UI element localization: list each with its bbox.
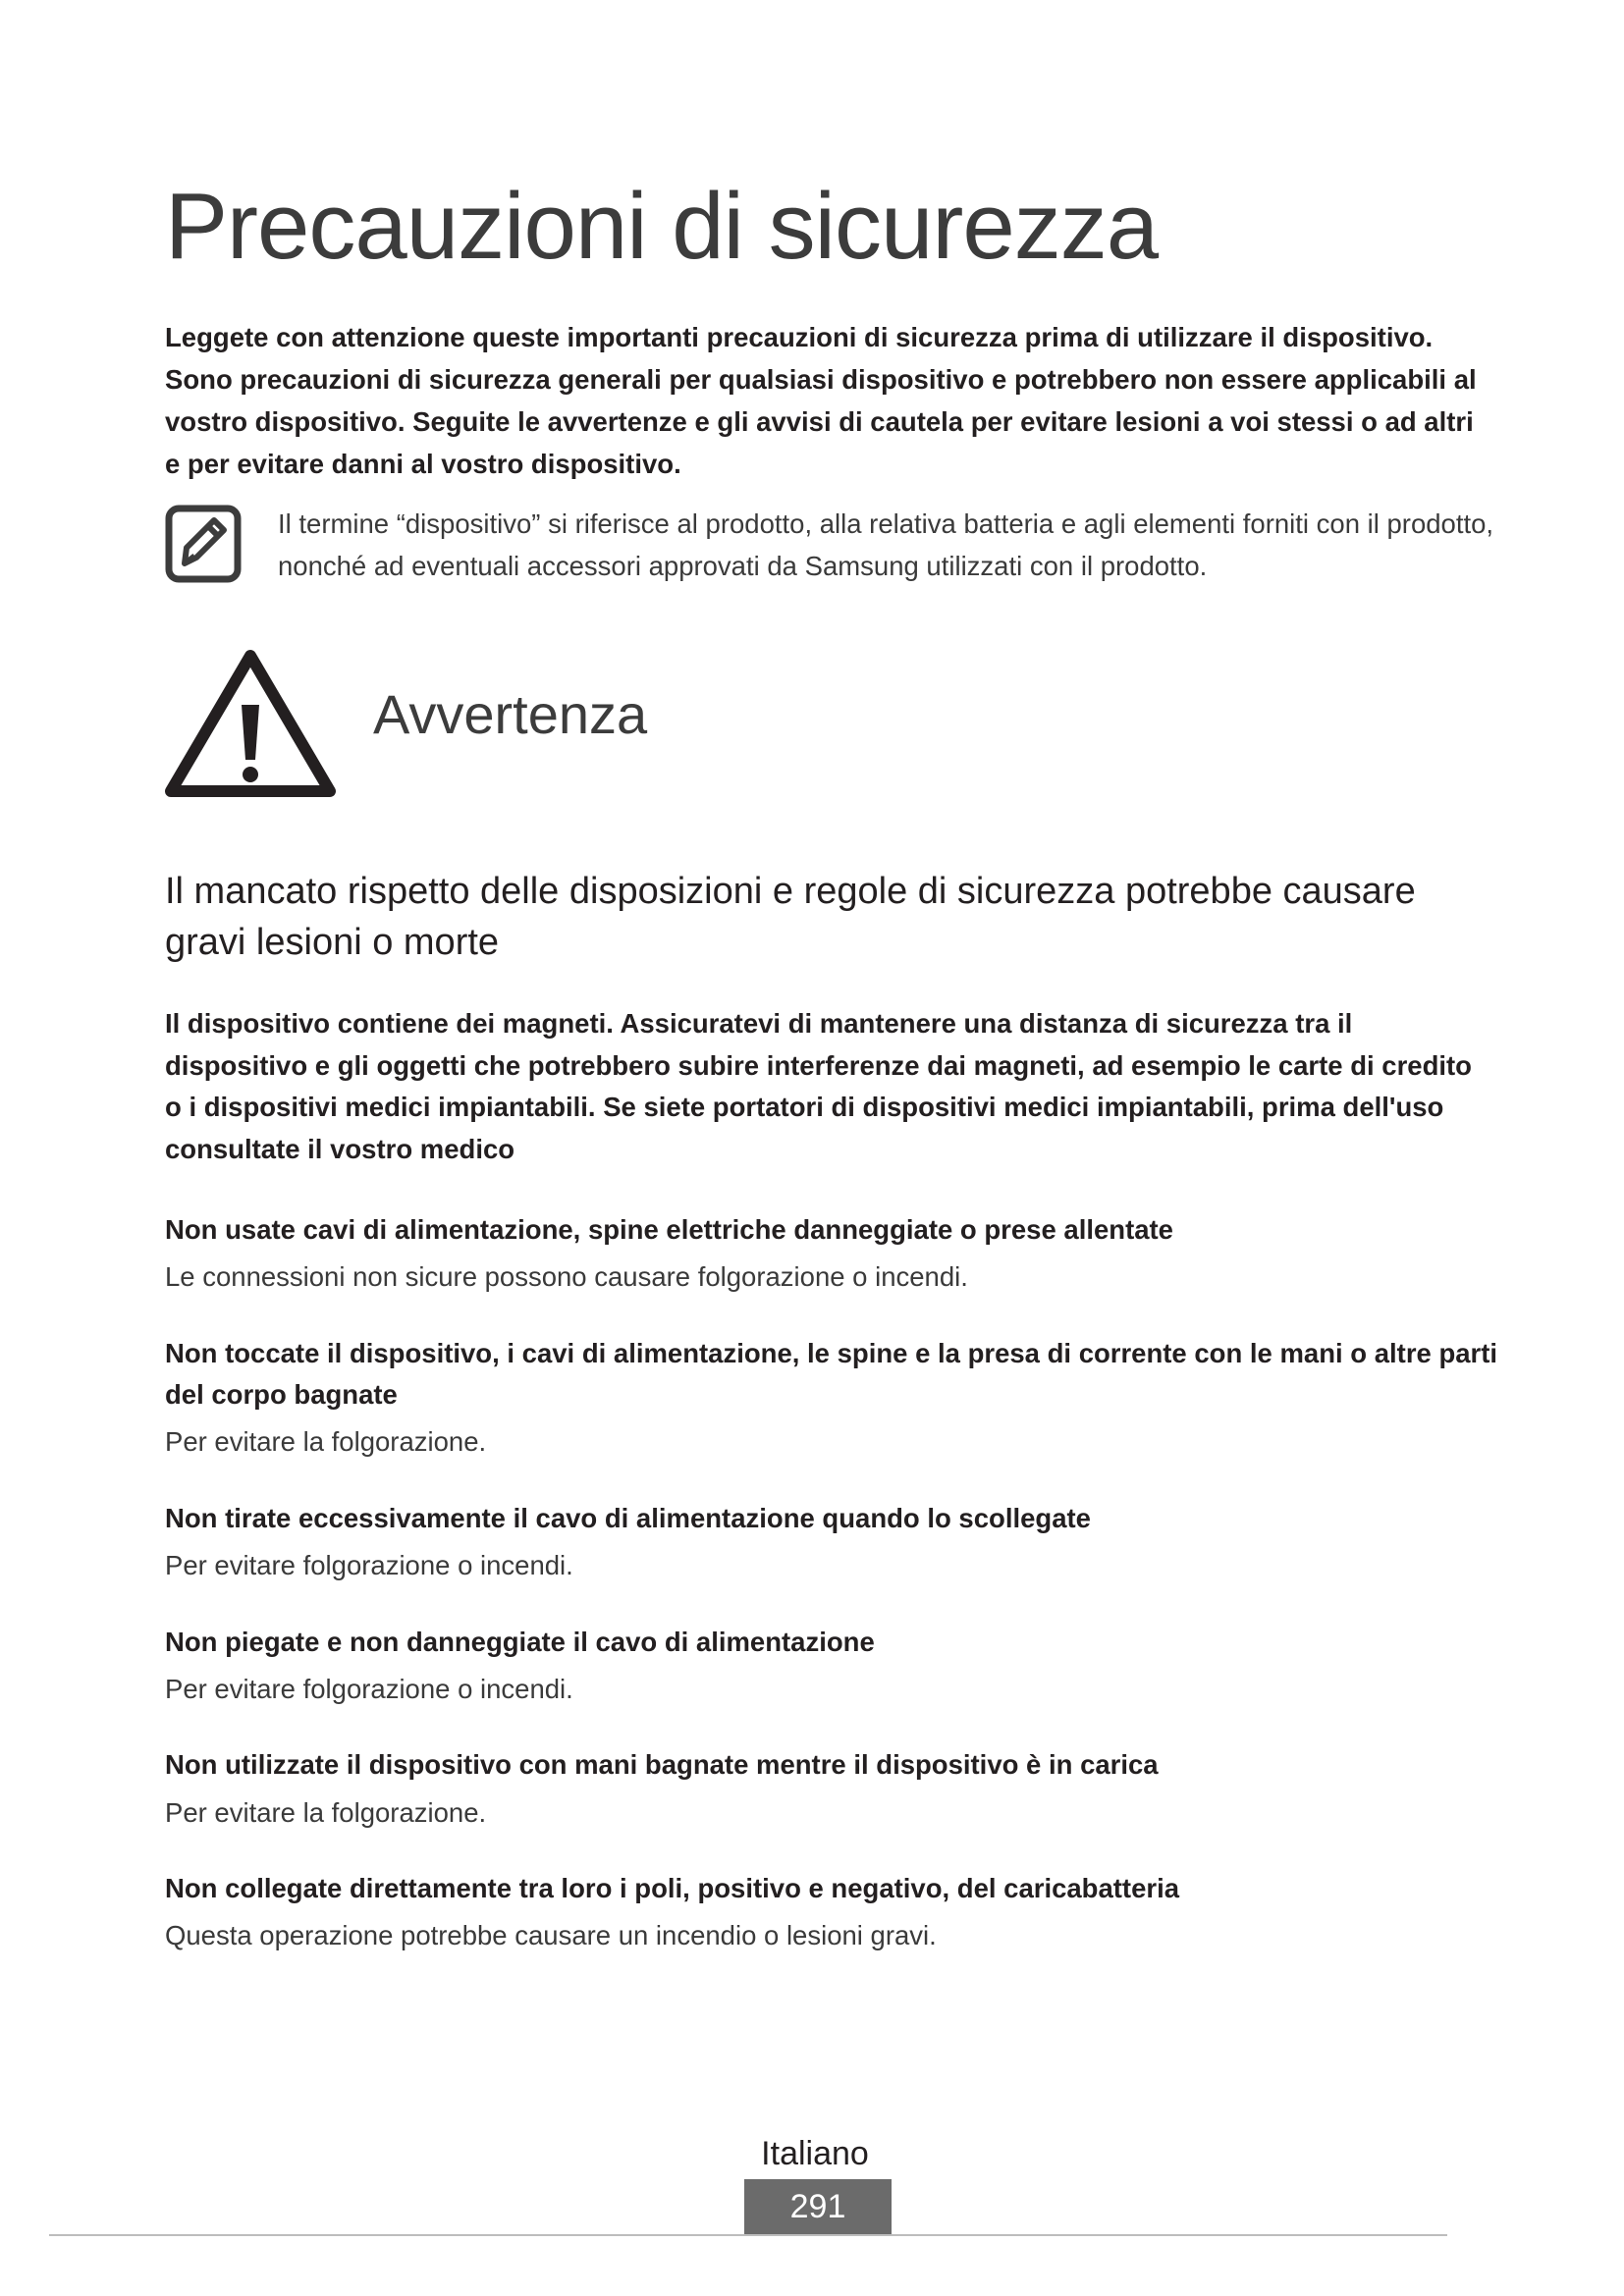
- note-pen-icon: [165, 505, 242, 583]
- intro-paragraph: Leggete con attenzione queste importanti precauzioni di sicurezza prima di utilizzare il dispositivo. Sono precauzioni di sicurezza generali per qualsiasi dispositivo e potrebbero non essere applicabili al vostro dispositivo. Seguite le avvertenze e gli avvisi di cautela per evitare lesioni a voi stessi o ad altri e per evitare danni al vostro dispositivo.: [165, 322, 1477, 479]
- warning-item-heading: Non utilizzate il dispositivo con mani bagnate mentre il dispositivo è in carica: [165, 1749, 1159, 1780]
- page-number: 291: [744, 2179, 892, 2235]
- warning-item-heading: Non collegate direttamente tra loro i poli, positivo e negativo, del caricabatteria: [165, 1873, 1180, 1903]
- warning-item-body: Per evitare folgorazione o incendi.: [165, 1550, 573, 1580]
- warning-subheading: Il mancato rispetto delle disposizioni e regole di sicurezza potrebbe causare gravi lesioni o morte: [165, 871, 1416, 963]
- page-title: Precauzioni di sicurezza: [165, 174, 1159, 279]
- warning-triangle-icon: [163, 644, 338, 801]
- magnet-notice: Il dispositivo contiene dei magneti. Assicuratevi di mantenere una distanza di sicurezza tra il dispositivo e gli oggetti che potrebbero subire interferenze dai magneti, ad esempio le carte di credito o i dispositivi medici impiantabili. Se siete portatori di dispositivi medici impiantabili, prima dell'uso consultate il vostro medico: [165, 1008, 1472, 1164]
- warning-item-heading: Non toccate il dispositivo, i cavi di alimentazione, le spine e la presa di corrente con le mani o altre parti del corpo bagnate: [165, 1338, 1498, 1410]
- note-text: Il termine “dispositivo” si riferisce al prodotto, alla relativa batteria e agli elementi forniti con il prodotto, nonché ad eventuali accessori approvati da Samsung utilizzati con il prodotto.: [278, 508, 1494, 581]
- warning-item-body: Questa operazione potrebbe causare un incendio o lesioni gravi.: [165, 1920, 937, 1950]
- footer-language: Italiano: [761, 2135, 869, 2172]
- warning-item-body: Le connessioni non sicure possono causare folgorazione o incendi.: [165, 1261, 968, 1292]
- warning-item-heading: Non tirate eccessivamente il cavo di alimentazione quando lo scollegate: [165, 1503, 1091, 1533]
- footer-divider: [49, 2234, 1447, 2236]
- warning-item-body: Per evitare folgorazione o incendi.: [165, 1674, 573, 1704]
- warning-item-body: Per evitare la folgorazione.: [165, 1797, 487, 1828]
- warning-item-heading: Non usate cavi di alimentazione, spine elettriche danneggiate o prese allentate: [165, 1214, 1173, 1245]
- warning-item-body: Per evitare la folgorazione.: [165, 1426, 487, 1457]
- warning-title: Avvertenza: [373, 683, 648, 745]
- warning-item-heading: Non piegate e non danneggiate il cavo di alimentazione: [165, 1627, 875, 1657]
